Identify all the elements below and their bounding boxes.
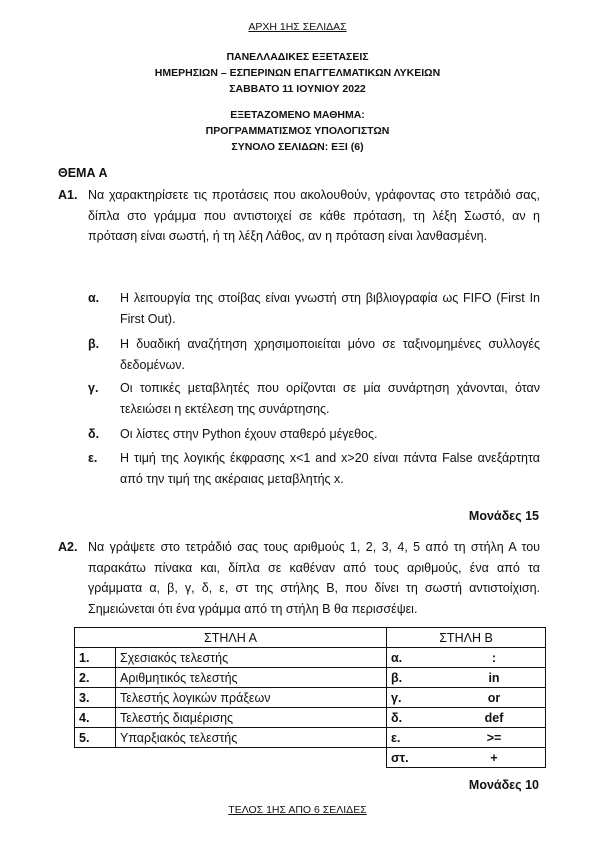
table-header-row [75, 628, 546, 648]
column-a-header: ΣΤΗΛΗ Α [75, 628, 387, 648]
column-b-letter: ε. [387, 728, 444, 748]
item-letter: δ. [88, 427, 100, 441]
item-text: Οι τοπικές μεταβλητές που ορίζονται σε μία συνάρτηση χάνονται, όταν τελειώσει η εκτέλεση της συνάρτησης. [120, 381, 540, 416]
header-line-2: ΗΜΕΡΗΣΙΩΝ – ΕΣΠΕΡΙΝΩΝ ΕΠΑΓΓΕΛΜΑΤΙΚΩΝ ΛΥΚΕΙΩΝ [154, 67, 441, 79]
header-line-4: ΕΞΕΤΑΖΟΜΕΝΟ ΜΑΘΗΜΑ: [230, 109, 365, 121]
table-row [75, 668, 546, 688]
list-item [88, 424, 540, 445]
units-a1: Μονάδες 15 [468, 509, 539, 523]
item-letter: ε. [88, 451, 98, 465]
column-b-header: ΣΤΗΛΗ Β [387, 628, 546, 648]
header-line-5: ΠΡΟΓΡΑΜΜΑΤΙΣΜΟΣ ΥΠΟΛΟΓΙΣΤΩΝ [205, 125, 390, 137]
question-a2-text: Να γράψετε στο τετράδιό σας τους αριθμούς 1, 2, 3, 4, 5 από τη στήλη Α του παρακάτω πίνακα και, δίπλα σε καθέναν από τους αριθμούς, ένα από τα γράμματα α, β, γ, δ, ε, στ της στήλης Β, που δίνει τη σωστή αντιστοίχιση. Σημειώνεται ότι ένα γράμμα από τη στήλη Β θα περισσέψει. [88, 540, 540, 616]
question-a1-number: Α1. [58, 188, 78, 202]
exam-header [0, 49, 595, 155]
table-row [75, 708, 546, 728]
empty-cell [75, 748, 387, 768]
header-line-1: ΠΑΝΕΛΛΑΔΙΚΕΣ ΕΞΕΤΑΣΕΙΣ [226, 51, 369, 63]
item-text: Η δυαδική αναζήτηση χρησιμοποιείται μόνο σε ταξινομημένες συλλογές δεδομένων. [120, 337, 540, 372]
column-a-cell: Τελεστής διαμέρισης [116, 708, 387, 728]
question-a2 [58, 537, 540, 619]
column-b-value: + [443, 748, 546, 768]
column-a-cell: Σχεσιακός τελεστής [116, 648, 387, 668]
column-a-cell: Τελεστής λογικών πράξεων [116, 688, 387, 708]
column-b-value: >= [443, 728, 546, 748]
column-a-cell: Υπαρξιακός τελεστής [116, 728, 387, 748]
units-a2: Μονάδες 10 [468, 778, 539, 792]
column-b-value: def [443, 708, 546, 728]
table-row [75, 728, 546, 748]
item-text: Η τιμή της λογικής έκφρασης x<1 and x>20 είναι πάντα False ανεξάρτητα από την τιμή της ακέραιας μεταβλητής x. [120, 451, 540, 486]
column-b-value: or [443, 688, 546, 708]
column-b-letter: στ. [387, 748, 444, 768]
list-item [88, 378, 540, 419]
item-letter: γ. [88, 381, 99, 395]
item-letter: α. [88, 291, 100, 305]
row-number: 3. [75, 688, 116, 708]
page-start-marker: ΑΡΧΗ 1ΗΣ ΣΕΛΙΔΑΣ [248, 21, 347, 33]
question-a2-number: Α2. [58, 540, 78, 554]
column-a-cell: Αριθμητικός τελεστής [116, 668, 387, 688]
column-b-letter: α. [387, 648, 444, 668]
row-number: 1. [75, 648, 116, 668]
question-a1-text: Να χαρακτηρίσετε τις προτάσεις που ακολουθούν, γράφοντας στο τετράδιό σας, δίπλα στο γράμμα που αντιστοιχεί σε κάθε πρόταση, τη λέξη Σωστό, αν η πρόταση είναι σωστή, ή τη λέξη Λάθος, αν η πρόταση είναι λανθασμένη. [88, 188, 540, 243]
row-number: 2. [75, 668, 116, 688]
list-item [88, 288, 540, 329]
column-b-value: in [443, 668, 546, 688]
column-b-letter: γ. [387, 688, 444, 708]
item-text: Οι λίστες στην Python έχουν σταθερό μέγεθος. [120, 427, 378, 441]
list-item [88, 448, 540, 489]
row-number: 4. [75, 708, 116, 728]
column-b-value: : [443, 648, 546, 668]
column-b-letter: δ. [387, 708, 444, 728]
question-a1 [58, 185, 540, 247]
item-letter: β. [88, 337, 100, 351]
table-row [75, 748, 546, 768]
table-row [75, 688, 546, 708]
matching-table [74, 627, 546, 768]
page-footer: ΤΕΛΟΣ 1ΗΣ ΑΠΟ 6 ΣΕΛΙΔΕΣ [228, 804, 367, 816]
table-row [75, 648, 546, 668]
list-item [88, 334, 540, 375]
row-number: 5. [75, 728, 116, 748]
theme-title: ΘΕΜΑ Α [58, 166, 108, 180]
item-text: Η λειτουργία της στοίβας είναι γνωστή στη βιβλιογραφία ως FIFO (First In First Out). [120, 291, 540, 326]
header-line-6: ΣΥΝΟΛΟ ΣΕΛΙΔΩΝ: ΕΞΙ (6) [231, 141, 364, 153]
column-b-letter: β. [387, 668, 444, 688]
header-line-3: ΣΑΒΒΑΤΟ 11 ΙΟΥΝΙΟΥ 2022 [229, 83, 366, 95]
